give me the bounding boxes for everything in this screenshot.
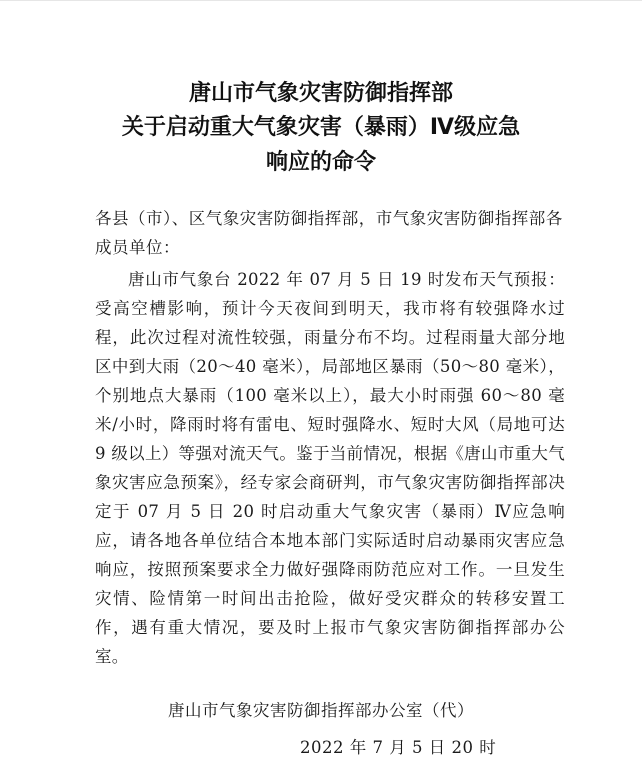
issue-date: 2022 年 7 月 5 日 20 时 (300, 738, 497, 757)
document-title-line-3: 响应的命令 (265, 150, 376, 175)
document-title-line-2: 关于启动重大气象灾害（暴雨）Ⅳ级应急 (121, 115, 521, 140)
signature: 唐山市气象灾害防御指挥部办公室（代） (168, 701, 474, 720)
body-paragraph: 唐山市气象台 2022 年 07 月 5 日 19 时发布天气预报：受高空槽影响，预计今天夜间到明天，我市将有较强降水过程，此次过程对流性较强，雨量分布不均。过程雨量大部分地区中到大雨（20～40 毫米），局部地区暴雨（50～80 毫米），个别地点大暴雨（100 毫米以上），最大小时雨强 60～80 毫米/小时，降雨时将有雷电、短时强降水、短时大风（局地可达 9 级以上）等强对流天气。鉴于当前情况，根据《唐山市重大气象灾害应急预案》，经专家会商研判，市气象灾害防御指挥部决定于 07 月 5 日 20 时启动重大气象灾害（暴雨）Ⅳ应急响应，请各地各单位结合本地本部门实际适时启动暴雨灾害应急响应，按照预案要求全力做好强降雨防范应对工作。一旦发生灾情、险情第一时间出击抢险，做好受灾群众的转移安置工作，遇有重大情况，要及时上报市气象灾害防御指挥部办公室。 (95, 270, 565, 666)
salutation: 各县（市）、区气象灾害防御指挥部，市气象灾害防御指挥部各成员单位： (95, 209, 563, 257)
document-title-line-1: 唐山市气象灾害防御指挥部 (188, 81, 453, 106)
